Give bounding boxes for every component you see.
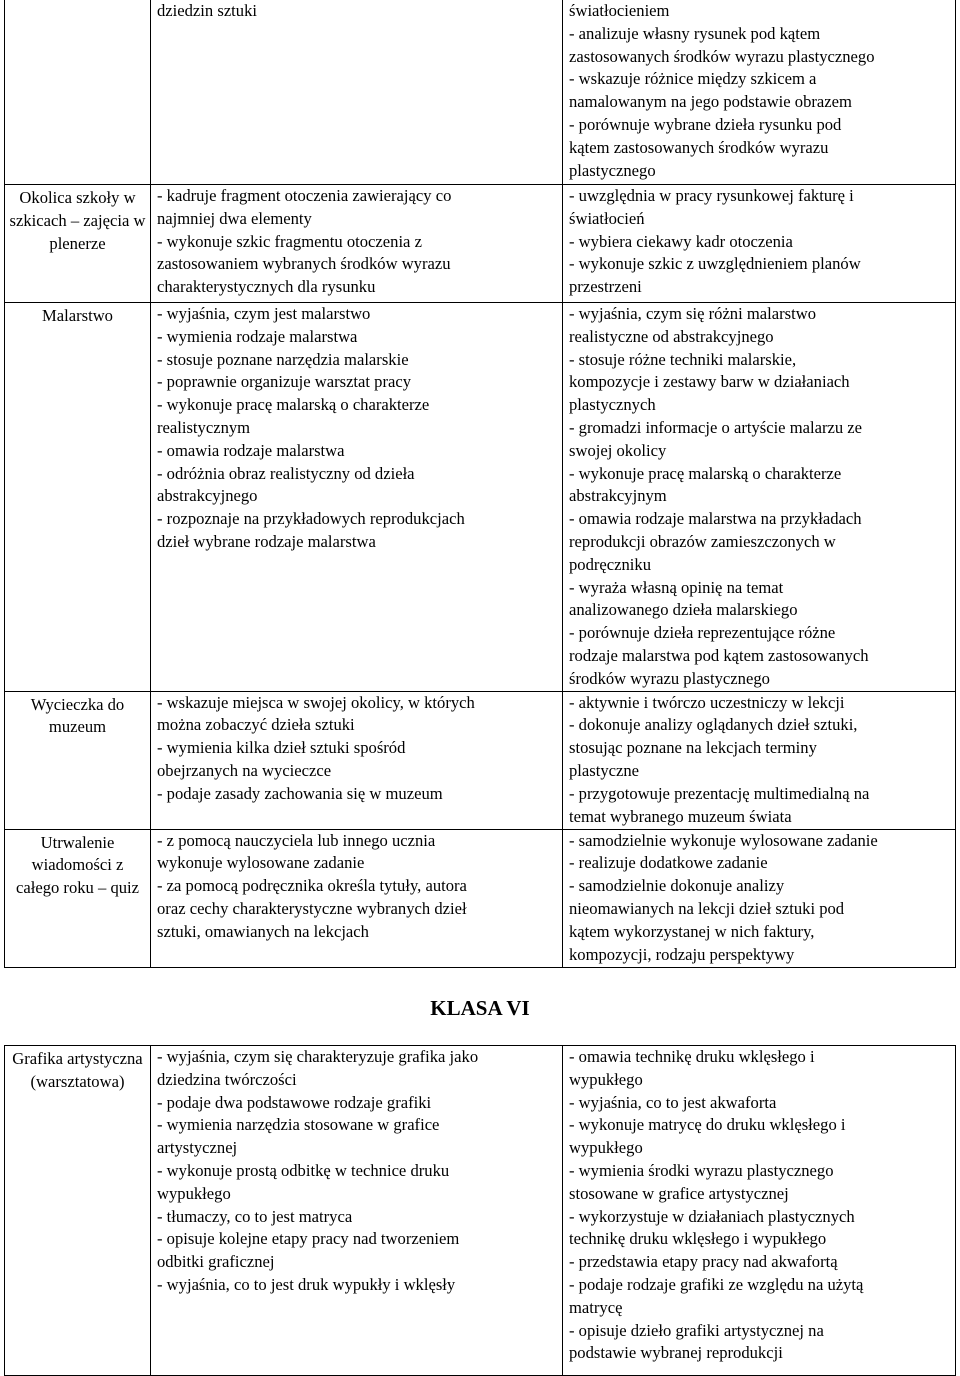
text-line: abstrakcyjnego	[157, 486, 258, 506]
text-line: - wymienia rodzaje malarstwa	[157, 326, 358, 346]
text-line: charakterystycznych dla rysunku	[157, 277, 376, 297]
text-line: zastosowanych środków wyrazu plastycznego	[569, 46, 875, 66]
table-row	[5, 185, 956, 303]
text-line: - wyjaśnia, czym się różni malarstwo	[569, 304, 816, 323]
text-line: technikę druku wklęsłego i wypukłego	[569, 1229, 827, 1249]
topic-cell: Wycieczka do muzeum	[5, 691, 151, 829]
text-line: światłocień	[569, 208, 645, 228]
text-line: zastosowaniem wybranych środków wyrazu	[157, 254, 451, 274]
text-line: - wskazuje różnice między szkicem a	[569, 69, 817, 89]
text-line: - omawia rodzaje malarstwa na przykładach	[569, 509, 862, 529]
text-line: - dokonuje analizy oglądanych dzieł sztuki,	[569, 715, 858, 735]
text-line: temat wybranego muzeum świata	[569, 806, 792, 826]
text-line: najmniej dwa elementy	[157, 208, 312, 228]
text-line: - wykonuje prostą odbitkę w technice druku	[157, 1160, 450, 1180]
extended-requirements-cell	[563, 829, 956, 967]
text-line: podstawie wybranej reprodukcji	[569, 1343, 783, 1363]
text-line: - wykonuje pracę malarską o charakterze	[157, 395, 430, 415]
text-line: - aktywnie i twórczo uczestniczy w lekcji	[569, 692, 845, 712]
topic-cell: Utrwalenie wiadomości z całego roku – quiz	[5, 829, 151, 967]
text-line: - omawia technikę druku wklęsłego i	[569, 1047, 815, 1066]
text-line: - podaje zasady zachowania się w muzeum	[157, 783, 443, 803]
text-line: - tłumaczy, co to jest matryca	[157, 1206, 353, 1226]
grade-6-table	[4, 1045, 956, 1376]
text-line: - wyjaśnia, czym się charakteryzuje grafika jako	[157, 1047, 479, 1066]
topic-cell: Grafika artystyczna (warsztatowa)	[5, 1046, 151, 1376]
text-line: analizowanego dzieła malarskiego	[569, 600, 798, 620]
text-line: - podaje dwa podstawowe rodzaje grafiki	[157, 1092, 432, 1112]
text-line: kompozycje i zestawy barw w działaniach	[569, 372, 850, 392]
text-line: wykonuje wylosowane zadanie	[157, 853, 365, 873]
text-line: - odróżnia obraz realistyczny od dzieła	[157, 463, 415, 483]
extended-requirements-cell	[563, 0, 956, 185]
text-line: plastycznych	[569, 395, 656, 415]
table-row	[5, 303, 956, 692]
section-heading: KLASA VI	[430, 996, 530, 1020]
basic-requirements-cell	[151, 185, 563, 303]
text-line: swojej okolicy	[569, 440, 667, 460]
basic-requirements-cell	[151, 1046, 563, 1376]
text-line: - wyjaśnia, czym jest malarstwo	[157, 304, 371, 323]
text-line: wypukłego	[157, 1183, 231, 1203]
text-line: wypukłego	[569, 1138, 643, 1158]
text-line: - wykonuje szkic z uwzględnieniem planów	[569, 254, 861, 274]
text-line: dziedzin sztuki	[157, 1, 257, 20]
text-line: - przygotowuje prezentację multimedialną na	[569, 783, 870, 803]
text-line: - wskazuje miejsca w swojej okolicy, w których	[157, 692, 475, 712]
text-line: abstrakcyjnym	[569, 486, 667, 506]
text-line: - wymienia środki wyrazu plastycznego	[569, 1160, 834, 1180]
text-line: dziedzina twórczości	[157, 1069, 297, 1089]
text-line: - poprawnie organizuje warsztat pracy	[157, 372, 412, 392]
text-line: - opisuje kolejne etapy pracy nad tworzeniem	[157, 1229, 460, 1249]
text-line: środków wyrazu plastycznego	[569, 668, 770, 688]
text-line: oraz cechy charakterystyczne wybranych dzieł	[157, 898, 467, 918]
text-line: namalowanym na jego podstawie obrazem	[569, 92, 852, 112]
text-line: - opisuje dzieło grafiki artystycznej na	[569, 1320, 824, 1340]
text-line: - wyjaśnia, co to jest akwaforta	[569, 1092, 777, 1112]
text-line: wypukłego	[569, 1069, 643, 1089]
text-line: - stosuje poznane narzędzia malarskie	[157, 349, 409, 369]
text-line: - wyjaśnia, co to jest druk wypukły i wklęsły	[157, 1274, 456, 1294]
text-line: - wyraża własną opinię na temat	[569, 577, 784, 597]
text-line: - porównuje wybrane dzieła rysunku pod	[569, 114, 842, 134]
text-line: - porównuje dzieła reprezentujące różne	[569, 623, 836, 643]
topic-cell: Okolica szkoły w szkicach – zajęcia w plenerze	[5, 185, 151, 303]
text-line: sztuki, omawianych na lekcjach	[157, 921, 369, 941]
text-line: - wykonuje pracę malarską o charakterze	[569, 463, 842, 483]
text-line: - przedstawia etapy pracy nad akwafortą	[569, 1252, 838, 1272]
text-line: - samodzielnie wykonuje wylosowane zadanie	[569, 830, 878, 850]
text-line: można zobaczyć dzieła sztuki	[157, 715, 355, 735]
table-row	[5, 691, 956, 829]
text-line: - samodzielnie dokonuje analizy	[569, 876, 785, 896]
basic-requirements-cell	[151, 829, 563, 967]
basic-requirements-cell	[151, 0, 563, 185]
text-line: - omawia rodzaje malarstwa	[157, 440, 345, 460]
text-line: - wykonuje matrycę do druku wklęsłego i	[569, 1115, 846, 1135]
text-line: stosowane w grafice artystycznej	[569, 1183, 789, 1203]
text-line: matrycę	[569, 1297, 623, 1317]
text-line: plastyczne	[569, 760, 640, 780]
extended-requirements-cell	[563, 303, 956, 692]
text-line: - gromadzi informacje o artyście malarzu ze	[569, 417, 863, 437]
text-line: przestrzeni	[569, 277, 642, 297]
text-line: rodzaje malarstwa pod kątem zastosowanych	[569, 645, 869, 665]
text-line: - rozpoznaje na przykładowych reprodukcjach	[157, 509, 465, 529]
text-line: realistyczne od abstrakcyjnego	[569, 326, 774, 346]
text-line: - uwzględnia w pracy rysunkowej fakturę i	[569, 186, 854, 205]
extended-requirements-cell	[563, 1046, 956, 1376]
text-line: artystycznej	[157, 1138, 238, 1158]
text-line: realistycznym	[157, 417, 251, 437]
text-line: kątem zastosowanych środków wyrazu	[569, 137, 829, 157]
text-line: - analizuje własny rysunek pod kątem	[569, 23, 821, 43]
text-line: reprodukcji obrazów zamieszczonych w	[569, 531, 836, 551]
table-row	[5, 1046, 956, 1376]
basic-requirements-cell	[151, 303, 563, 692]
text-line: - wykorzystuje w działaniach plastycznych	[569, 1206, 855, 1226]
text-line: plastycznego	[569, 160, 656, 180]
text-line: kątem wykorzystanej w nich faktury,	[569, 921, 815, 941]
topic-cell	[5, 0, 151, 185]
text-line: - z pomocą nauczyciela lub innego ucznia	[157, 830, 436, 850]
text-line: światłocieniem	[569, 1, 670, 20]
table-row	[5, 829, 956, 967]
extended-requirements-cell	[563, 185, 956, 303]
text-line: nieomawianych na lekcji dzieł sztuki pod	[569, 898, 845, 918]
text-line: - stosuje różne techniki malarskie,	[569, 349, 797, 369]
text-line: - wykonuje szkic fragmentu otoczenia z	[157, 231, 422, 251]
text-line: kompozycji, rodzaju perspektywy	[569, 944, 795, 964]
text-line: dzieł wybrane rodzaje malarstwa	[157, 531, 376, 551]
table-row	[5, 0, 956, 185]
text-line: - podaje rodzaje grafiki ze względu na użytą	[569, 1274, 864, 1294]
text-line: - wymienia kilka dzieł sztuki spośród	[157, 738, 406, 758]
text-line: obejrzanych na wycieczce	[157, 760, 332, 780]
text-line: - za pomocą podręcznika określa tytuły, autora	[157, 876, 467, 896]
text-line: odbitki graficznej	[157, 1252, 275, 1272]
text-line: - realizuje dodatkowe zadanie	[569, 853, 768, 873]
text-line: stosując poznane na lekcjach terminy	[569, 738, 817, 758]
text-line: podręczniku	[569, 554, 652, 574]
topic-cell: Malarstwo	[5, 303, 151, 692]
text-line: - wybiera ciekawy kadr otoczenia	[569, 231, 793, 251]
text-line: - kadruje fragment otoczenia zawierający co	[157, 186, 452, 205]
basic-requirements-cell	[151, 691, 563, 829]
text-line: - wymienia narzędzia stosowane w grafice	[157, 1115, 440, 1135]
extended-requirements-cell	[563, 691, 956, 829]
curriculum-table	[4, 0, 956, 968]
